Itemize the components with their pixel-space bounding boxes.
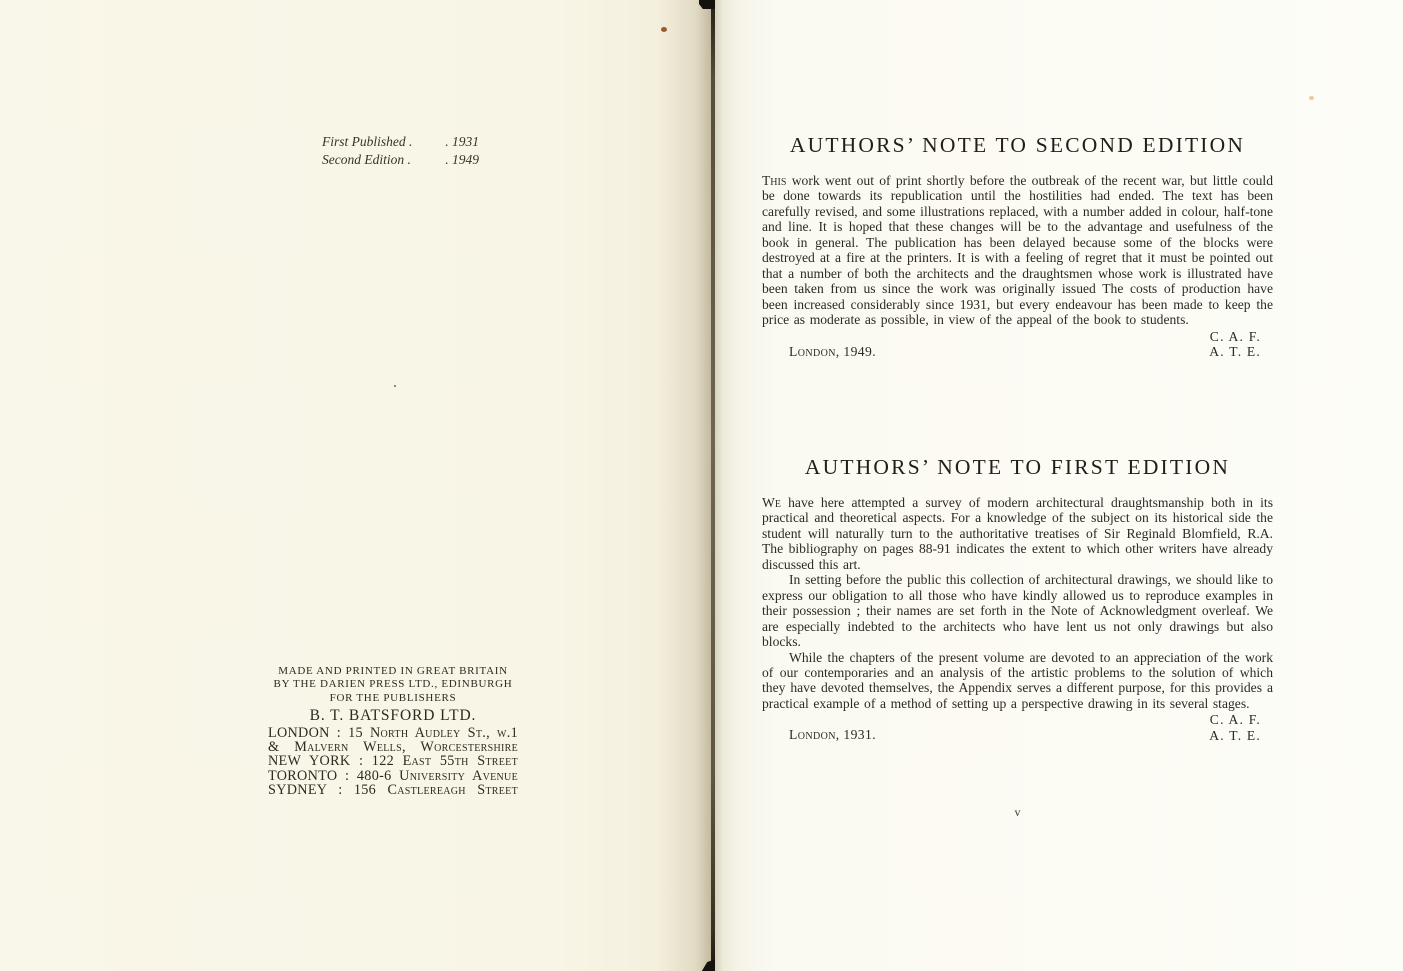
publisher-address-toronto: TORONTO : 480-6 University Avenue bbox=[268, 767, 518, 784]
paragraph-text: have here attempted a survey of modern architectural draughtsmanship both in its practical and theoretical aspects. For a knowledge of the subject on its historical side the student will naturally turn to the authoritative treatises of Sir Reginald Blomfield, R.A. The bibliography on pages 88-91 indicates the extent to which other writers have already discussed this art. bbox=[762, 495, 1273, 572]
edition-label: Second Edition . bbox=[322, 151, 411, 167]
paper-speck bbox=[394, 385, 396, 387]
place-date: London, 1931. bbox=[789, 727, 876, 743]
edition-year: . 1931 bbox=[445, 134, 479, 149]
paper-speck bbox=[1309, 96, 1314, 100]
first-edition-note bbox=[762, 455, 1273, 744]
second-edition-note bbox=[762, 133, 1273, 361]
edition-line-second-edition bbox=[322, 151, 479, 169]
signature-block bbox=[762, 329, 1273, 361]
printer-line: MADE AND PRINTED IN GREAT BRITAIN bbox=[278, 665, 508, 677]
place-date: London, 1949. bbox=[789, 343, 876, 359]
edition-history bbox=[322, 133, 479, 168]
edition-year: . 1949 bbox=[445, 151, 479, 167]
signature-block bbox=[762, 712, 1273, 744]
author-initials bbox=[1209, 712, 1261, 743]
printer-line: FOR THE PUBLISHERS bbox=[329, 691, 457, 704]
initials-line: C. A. F. bbox=[1209, 328, 1261, 344]
section-heading: AUTHORS’ NOTE TO FIRST EDITION bbox=[804, 455, 1231, 479]
edition-line-first-published bbox=[322, 133, 479, 151]
publisher-name: B. T. BATSFORD LTD. bbox=[309, 707, 477, 725]
note-paragraph bbox=[762, 173, 1273, 328]
paragraph-lead-word: We bbox=[762, 495, 781, 510]
paper-speck bbox=[661, 27, 667, 32]
publisher-address-malvern: & Malvern Wells, Worcestershire bbox=[268, 739, 518, 756]
page-number: v bbox=[1014, 805, 1021, 819]
initials-line: A. T. E. bbox=[1209, 343, 1261, 359]
paragraph-text: work went out of print shortly before the outbreak of the recent war, but little could be done towards its republication until the hostilities had ended. The text has been carefully revised, and some illustrations replaced, with a number added in colour, half-tone and line. It is hoped that these changes will be to the advantage and usefulness of the book in general. The publication has been delayed because some of the blocks were destroyed at a fire at the printers. It is with a feeling of regret that it must be pointed out that a number of both the architects and the draughtsmen whose work is illustrated have been taken from us since the work was originally issued The costs of production have been increased considerably since 1931, but every endeavour has been made to keep the price as moderate as possible, in view of the appeal of the book to students. bbox=[762, 173, 1273, 328]
publisher-address-sydney: SYDNEY : 156 Castlereagh Street bbox=[268, 781, 518, 798]
paragraph-text: In setting before the public this collection of architectural drawings, we should like to express our obligation to all those who have kindly allowed us to reproduce examples in their possession ; their names are set forth in the Note of Acknowledgment overleaf. We are especially indebted to the architects who have lent us not only drawings but also blocks. bbox=[762, 572, 1273, 650]
author-initials bbox=[1209, 329, 1261, 360]
imprint-block bbox=[268, 665, 518, 797]
initials-line: C. A. F. bbox=[1209, 712, 1261, 728]
paragraph-lead-word: This bbox=[762, 173, 787, 188]
note-paragraph bbox=[762, 495, 1273, 572]
section-heading: AUTHORS’ NOTE TO SECOND EDITION bbox=[789, 133, 1246, 157]
printer-line: BY THE DARIEN PRESS LTD., EDINBURGH bbox=[273, 678, 513, 691]
edition-label: First Published . bbox=[322, 134, 413, 149]
initials-line: A. T. E. bbox=[1209, 727, 1261, 743]
paragraph-text: While the chapters of the present volume are devoted to an appreciation of the work of our contemporaries and an analysis of the artistic problems to the solution of which they have devoted themselves, the Appendix serves a different purpose, for this provides a practical example of a method of setting up a perspective drawing in its several stages. bbox=[762, 649, 1273, 711]
note-paragraph bbox=[762, 650, 1273, 712]
publisher-address-london: LONDON : 15 North Audley St., w.1 bbox=[268, 725, 518, 742]
publisher-address-newyork: NEW YORK : 122 East 55th Street bbox=[268, 753, 518, 770]
note-paragraph bbox=[762, 572, 1273, 649]
